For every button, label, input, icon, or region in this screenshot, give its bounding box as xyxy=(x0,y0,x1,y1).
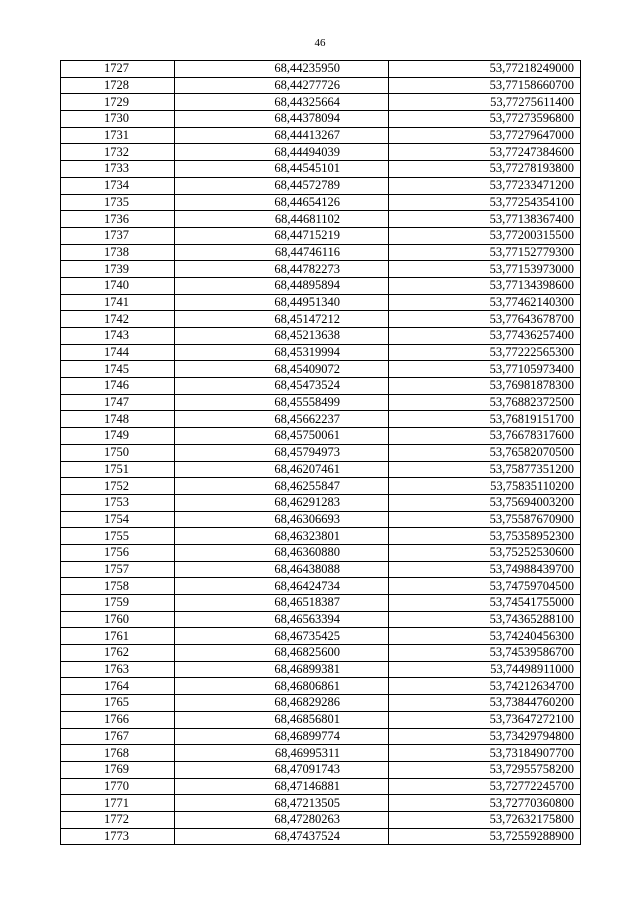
point-number-cell: 1753 xyxy=(61,494,175,511)
point-number-cell: 1744 xyxy=(61,344,175,361)
coordinate-y-cell: 53,77436257400 xyxy=(389,328,581,345)
table-row xyxy=(61,177,581,194)
point-number-cell: 1729 xyxy=(61,94,175,111)
table-row xyxy=(61,227,581,244)
coordinate-y-cell: 53,74365288100 xyxy=(389,611,581,628)
coordinate-x-cell: 68,46899774 xyxy=(175,728,389,745)
coordinate-x-cell: 68,44681102 xyxy=(175,211,389,228)
table-row xyxy=(61,361,581,378)
coordinate-x-cell: 68,44782273 xyxy=(175,261,389,278)
point-number-cell: 1771 xyxy=(61,795,175,812)
coordinate-x-cell: 68,44494039 xyxy=(175,144,389,161)
point-number-cell: 1750 xyxy=(61,444,175,461)
point-number-cell: 1745 xyxy=(61,361,175,378)
point-number-cell: 1738 xyxy=(61,244,175,261)
coordinate-y-cell: 53,74988439700 xyxy=(389,561,581,578)
coordinate-y-cell: 53,77643678700 xyxy=(389,311,581,328)
coordinate-x-cell: 68,46424734 xyxy=(175,578,389,595)
coordinate-x-cell: 68,44654126 xyxy=(175,194,389,211)
coordinate-x-cell: 68,44895894 xyxy=(175,277,389,294)
coordinate-x-cell: 68,44235950 xyxy=(175,61,389,78)
table-row xyxy=(61,77,581,94)
point-number-cell: 1764 xyxy=(61,678,175,695)
coordinate-x-cell: 68,44413267 xyxy=(175,127,389,144)
point-number-cell: 1760 xyxy=(61,611,175,628)
coordinate-x-cell: 68,46856801 xyxy=(175,711,389,728)
point-number-cell: 1767 xyxy=(61,728,175,745)
table-row xyxy=(61,478,581,495)
coordinate-x-cell: 68,46323801 xyxy=(175,528,389,545)
point-number-cell: 1728 xyxy=(61,77,175,94)
table-row xyxy=(61,244,581,261)
coordinate-y-cell: 53,77254354100 xyxy=(389,194,581,211)
coordinate-y-cell: 53,74240456300 xyxy=(389,628,581,645)
coordinate-y-cell: 53,73647272100 xyxy=(389,711,581,728)
point-number-cell: 1731 xyxy=(61,127,175,144)
coordinate-y-cell: 53,77222565300 xyxy=(389,344,581,361)
point-number-cell: 1740 xyxy=(61,277,175,294)
coordinate-x-cell: 68,46825600 xyxy=(175,645,389,662)
coordinate-y-cell: 53,75694003200 xyxy=(389,494,581,511)
coordinate-x-cell: 68,46563394 xyxy=(175,611,389,628)
coordinate-y-cell: 53,75587670900 xyxy=(389,511,581,528)
point-number-cell: 1754 xyxy=(61,511,175,528)
coordinate-x-cell: 68,44572789 xyxy=(175,177,389,194)
point-number-cell: 1737 xyxy=(61,227,175,244)
coordinate-y-cell: 53,77134398600 xyxy=(389,277,581,294)
coordinate-x-cell: 68,45147212 xyxy=(175,311,389,328)
coordinate-x-cell: 68,45473524 xyxy=(175,378,389,395)
coordinate-x-cell: 68,44746116 xyxy=(175,244,389,261)
point-number-cell: 1748 xyxy=(61,411,175,428)
coordinate-y-cell: 53,77105973400 xyxy=(389,361,581,378)
coordinate-x-cell: 68,44545101 xyxy=(175,161,389,178)
coordinate-y-cell: 53,73844760200 xyxy=(389,695,581,712)
coordinate-x-cell: 68,44277726 xyxy=(175,77,389,94)
coordinate-y-cell: 53,77462140300 xyxy=(389,294,581,311)
coordinate-x-cell: 68,45319994 xyxy=(175,344,389,361)
coordinate-x-cell: 68,46735425 xyxy=(175,628,389,645)
point-number-cell: 1759 xyxy=(61,595,175,612)
coordinate-y-cell: 53,72770360800 xyxy=(389,795,581,812)
coordinate-y-cell: 53,76582070500 xyxy=(389,444,581,461)
coordinate-y-cell: 53,77247384600 xyxy=(389,144,581,161)
point-number-cell: 1773 xyxy=(61,828,175,845)
table-row xyxy=(61,194,581,211)
point-number-cell: 1761 xyxy=(61,628,175,645)
coordinate-x-cell: 68,47213505 xyxy=(175,795,389,812)
coordinate-x-cell: 68,44715219 xyxy=(175,227,389,244)
point-number-cell: 1732 xyxy=(61,144,175,161)
coordinate-y-cell: 53,74498911000 xyxy=(389,661,581,678)
table-row xyxy=(61,578,581,595)
coordinate-x-cell: 68,45662237 xyxy=(175,411,389,428)
table-row xyxy=(61,678,581,695)
coordinate-y-cell: 53,77153973000 xyxy=(389,261,581,278)
table-row xyxy=(61,94,581,111)
point-number-cell: 1733 xyxy=(61,161,175,178)
table-row xyxy=(61,528,581,545)
coordinate-y-cell: 53,77279647000 xyxy=(389,127,581,144)
coordinate-x-cell: 68,45409072 xyxy=(175,361,389,378)
table-row xyxy=(61,328,581,345)
coordinate-y-cell: 53,73184907700 xyxy=(389,745,581,762)
coordinate-y-cell: 53,77158660700 xyxy=(389,77,581,94)
coordinate-y-cell: 53,75252530600 xyxy=(389,544,581,561)
point-number-cell: 1751 xyxy=(61,461,175,478)
coordinate-y-cell: 53,75835110200 xyxy=(389,478,581,495)
coordinate-x-cell: 68,45558499 xyxy=(175,394,389,411)
point-number-cell: 1762 xyxy=(61,645,175,662)
coordinate-x-cell: 68,44951340 xyxy=(175,294,389,311)
table-row xyxy=(61,695,581,712)
table-row xyxy=(61,611,581,628)
coordinate-x-cell: 68,45750061 xyxy=(175,428,389,445)
coordinate-y-cell: 53,72772245700 xyxy=(389,778,581,795)
page-number: 46 xyxy=(314,37,326,49)
point-number-cell: 1730 xyxy=(61,111,175,128)
coordinate-y-cell: 53,77152779300 xyxy=(389,244,581,261)
coordinate-x-cell: 68,46438088 xyxy=(175,561,389,578)
table-row xyxy=(61,127,581,144)
coordinate-x-cell: 68,46291283 xyxy=(175,494,389,511)
coordinate-y-cell: 53,76981878300 xyxy=(389,378,581,395)
coordinate-x-cell: 68,46829286 xyxy=(175,695,389,712)
table-row xyxy=(61,511,581,528)
table-row xyxy=(61,595,581,612)
table-row xyxy=(61,344,581,361)
coordinate-x-cell: 68,46207461 xyxy=(175,461,389,478)
point-number-cell: 1755 xyxy=(61,528,175,545)
table-row xyxy=(61,494,581,511)
coordinate-x-cell: 68,47280263 xyxy=(175,811,389,828)
table-row xyxy=(61,761,581,778)
coordinate-y-cell: 53,76882372500 xyxy=(389,394,581,411)
table-row xyxy=(61,444,581,461)
point-number-cell: 1742 xyxy=(61,311,175,328)
coordinate-y-cell: 53,76678317600 xyxy=(389,428,581,445)
point-number-cell: 1747 xyxy=(61,394,175,411)
coordinate-y-cell: 53,75877351200 xyxy=(389,461,581,478)
point-number-cell: 1746 xyxy=(61,378,175,395)
point-number-cell: 1765 xyxy=(61,695,175,712)
coordinate-y-cell: 53,72955758200 xyxy=(389,761,581,778)
table-row xyxy=(61,561,581,578)
coordinate-y-cell: 53,77218249000 xyxy=(389,61,581,78)
point-number-cell: 1752 xyxy=(61,478,175,495)
table-row xyxy=(61,544,581,561)
table-row xyxy=(61,411,581,428)
coordinate-x-cell: 68,45794973 xyxy=(175,444,389,461)
table-row xyxy=(61,711,581,728)
coordinate-y-cell: 53,77233471200 xyxy=(389,177,581,194)
coordinate-x-cell: 68,47146881 xyxy=(175,778,389,795)
coordinate-y-cell: 53,77200315500 xyxy=(389,227,581,244)
coordinate-y-cell: 53,74759704500 xyxy=(389,578,581,595)
coordinate-y-cell: 53,75358952300 xyxy=(389,528,581,545)
table-row xyxy=(61,778,581,795)
point-number-cell: 1739 xyxy=(61,261,175,278)
coordinate-x-cell: 68,45213638 xyxy=(175,328,389,345)
table-row xyxy=(61,645,581,662)
table-row xyxy=(61,428,581,445)
table-row xyxy=(61,161,581,178)
table-row xyxy=(61,211,581,228)
point-number-cell: 1769 xyxy=(61,761,175,778)
table-row xyxy=(61,828,581,845)
point-number-cell: 1772 xyxy=(61,811,175,828)
table-row xyxy=(61,294,581,311)
coordinate-y-cell: 53,77138367400 xyxy=(389,211,581,228)
point-number-cell: 1758 xyxy=(61,578,175,595)
table-row xyxy=(61,628,581,645)
coordinate-x-cell: 68,46518387 xyxy=(175,595,389,612)
table-row xyxy=(61,795,581,812)
coordinate-y-cell: 53,74539586700 xyxy=(389,645,581,662)
table-row xyxy=(61,378,581,395)
coordinate-y-cell: 53,72559288900 xyxy=(389,828,581,845)
point-number-cell: 1763 xyxy=(61,661,175,678)
point-number-cell: 1736 xyxy=(61,211,175,228)
coordinate-y-cell: 53,77278193800 xyxy=(389,161,581,178)
point-number-cell: 1743 xyxy=(61,328,175,345)
table-row xyxy=(61,728,581,745)
coordinate-x-cell: 68,47091743 xyxy=(175,761,389,778)
coordinate-x-cell: 68,44378094 xyxy=(175,111,389,128)
point-number-cell: 1770 xyxy=(61,778,175,795)
coordinates-table xyxy=(60,60,581,845)
coordinate-y-cell: 53,77275611400 xyxy=(389,94,581,111)
coordinate-x-cell: 68,44325664 xyxy=(175,94,389,111)
table-row xyxy=(61,111,581,128)
coordinate-y-cell: 53,77273596800 xyxy=(389,111,581,128)
table-row xyxy=(61,61,581,78)
table-row xyxy=(61,661,581,678)
point-number-cell: 1768 xyxy=(61,745,175,762)
point-number-cell: 1749 xyxy=(61,428,175,445)
point-number-cell: 1735 xyxy=(61,194,175,211)
coordinate-y-cell: 53,74212634700 xyxy=(389,678,581,695)
coordinate-y-cell: 53,74541755000 xyxy=(389,595,581,612)
coordinate-x-cell: 68,46806861 xyxy=(175,678,389,695)
table-row xyxy=(61,745,581,762)
coordinate-y-cell: 53,72632175800 xyxy=(389,811,581,828)
point-number-cell: 1734 xyxy=(61,177,175,194)
table-row xyxy=(61,311,581,328)
coordinate-x-cell: 68,46306693 xyxy=(175,511,389,528)
point-number-cell: 1727 xyxy=(61,61,175,78)
table-row xyxy=(61,277,581,294)
coordinate-x-cell: 68,46899381 xyxy=(175,661,389,678)
table-row xyxy=(61,144,581,161)
point-number-cell: 1757 xyxy=(61,561,175,578)
coordinate-x-cell: 68,46995311 xyxy=(175,745,389,762)
point-number-cell: 1766 xyxy=(61,711,175,728)
coordinate-x-cell: 68,47437524 xyxy=(175,828,389,845)
table-row xyxy=(61,811,581,828)
table-row xyxy=(61,394,581,411)
coordinate-x-cell: 68,46360880 xyxy=(175,544,389,561)
table-row xyxy=(61,461,581,478)
coordinate-y-cell: 53,73429794800 xyxy=(389,728,581,745)
table-row xyxy=(61,261,581,278)
coordinate-x-cell: 68,46255847 xyxy=(175,478,389,495)
point-number-cell: 1756 xyxy=(61,544,175,561)
point-number-cell: 1741 xyxy=(61,294,175,311)
coordinate-y-cell: 53,76819151700 xyxy=(389,411,581,428)
coordinates-table-body xyxy=(61,61,581,845)
